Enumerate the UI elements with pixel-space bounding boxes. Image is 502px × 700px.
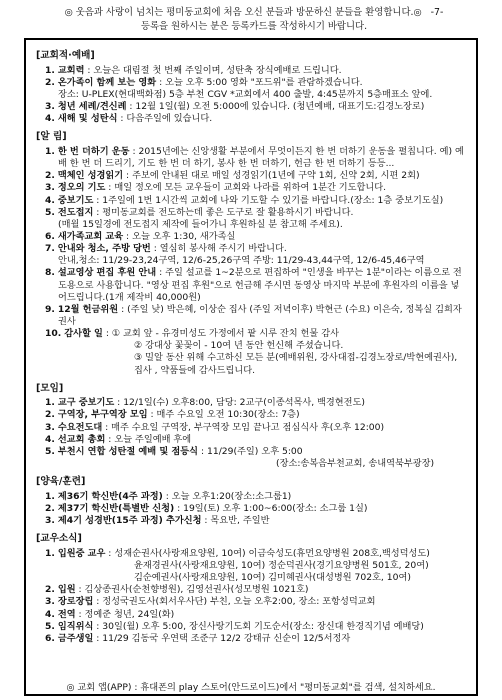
item-text: : 주보에 안내된 대로 매일 성경읽기(1년에 구약 1회, 신약 2회, 시편 2회)	[123, 170, 420, 182]
item-number: 10.	[45, 328, 62, 340]
item-number: 2.	[45, 502, 55, 514]
page-number: -7-	[430, 7, 444, 18]
item-number: 4.	[45, 194, 55, 206]
list-item	[36, 409, 466, 421]
list-item	[36, 491, 466, 503]
item-keyword: 안내와 청소, 주방 당번	[57, 243, 151, 255]
item-text: : 12/1일(수) 오후8:00, 담당: 2교구(이종석목사, 백경현전도)	[114, 397, 366, 409]
item-keyword: 청년 세례/견신례	[57, 101, 127, 113]
item-number: 3.	[45, 101, 55, 113]
item-text: : 주일 설교를 1~2분으로 편집하여 "인생을 바꾸는 1분"이라는 이름으로 전도용으로 사용합니다. "영상 편집 후원"으로 헌금해 주시면 동영상 마지막 부분에 후원자의 이름을 넣어드립니다.(1개 제작비 40,000원)	[58, 267, 462, 303]
item-keyword: 입원중 교우	[57, 547, 106, 559]
list-item	[36, 65, 466, 77]
section-title: [양육/훈련]	[36, 476, 86, 488]
list-item	[36, 146, 466, 170]
item-text: : 매주 수요일 구역장, 부구역장 모임 끝나고 점심식사 후(오후 12:00)	[102, 421, 385, 433]
item-number: 2.	[45, 76, 55, 88]
item-number: 4.	[45, 433, 55, 445]
list-item	[36, 77, 466, 89]
item-keyword: 선교회 총회	[57, 433, 106, 445]
list-item	[36, 207, 466, 219]
item-text: 김순예권사(사랑재요양원, 10여) 김미혜권사(대성병원 702호, 10여)	[134, 572, 411, 584]
section-notices	[36, 131, 466, 376]
item-number: 3.	[45, 596, 55, 608]
list-item	[36, 572, 466, 584]
item-number: 1.	[45, 490, 55, 502]
item-text: : 오늘은 대림절 첫 번째 주일이며, 성탄축 장식예배로 드립니다.	[84, 64, 342, 76]
item-number: 5.	[45, 206, 55, 218]
item-number: 2.	[45, 409, 55, 421]
list-item	[36, 89, 466, 101]
item-keyword: 수요전도대	[57, 421, 103, 433]
list-item	[36, 243, 466, 255]
item-text: : 성재순권사(사랑재요양원, 10여) 이금숙성도(휴먼요양병원 208호,백성덕성도)	[105, 547, 430, 559]
item-number: 2.	[45, 584, 55, 596]
item-keyword: 새가족교회 교육	[57, 231, 124, 242]
item-text: : 11/29 김동국 우연택 조준구 12/2 강태규 신순이 12/5서정자	[93, 632, 351, 644]
item-keyword: 정오의 기도	[57, 182, 106, 194]
item-number: 6.	[45, 632, 55, 644]
list-item	[36, 255, 466, 267]
header-welcome-line: ◎ 웃음과 사랑이 넘치는 평미동교회에 처음 오신 분들과 방문하신 분들을 환영합니다.◎	[64, 7, 422, 18]
item-number: 4.	[45, 608, 55, 620]
item-keyword: 교구 중보기도	[57, 397, 115, 409]
item-keyword: 전역	[57, 608, 76, 620]
item-text: : 김상종권사(순천향병원), 김영선권사(성모병원 1021호)	[75, 584, 309, 596]
list-item	[36, 113, 466, 125]
section-title: [모임]	[36, 382, 64, 394]
section-meetings	[36, 383, 466, 471]
list-item	[36, 560, 466, 572]
item-keyword: 설교영상 편집 후원 안내	[57, 267, 157, 279]
item-keyword: 임직위식	[57, 620, 94, 632]
item-keyword: 맥체인 성경읽기	[57, 170, 124, 182]
item-text: : (주일 낮) 박은혜, 이상순 집사 (주일 저녁이후) 박현근 (수요) 이은숙, 정복실 김희자 권사	[58, 303, 462, 327]
item-text: : 30일(월) 오후 5:00, 장신사랑기도회 기도순서(장소: 장신대 한경직기념 예배당)	[93, 620, 424, 632]
item-keyword: 한 번 더하기 운동	[57, 146, 130, 158]
list-item	[36, 548, 466, 560]
item-keyword: 제37기 학신반(특별반 신청)	[57, 502, 175, 514]
item-number: 6.	[45, 231, 55, 242]
section-title: [교회적∙예배]	[36, 50, 95, 61]
item-text: : 11/29(주일) 오후 5:00	[198, 445, 303, 457]
item-text: : 오늘 주일예배 후에	[105, 433, 192, 445]
item-keyword: 전도접지	[57, 206, 94, 218]
item-text: (장소:송복음부천교회, 송내역북부광장)	[276, 458, 435, 470]
list-item	[36, 621, 466, 633]
section-title: [알 림]	[36, 131, 67, 143]
list-item	[36, 609, 466, 621]
item-text: : 다음주일에 있습니다.	[117, 113, 213, 125]
list-item	[36, 515, 466, 527]
page-header	[24, 6, 484, 33]
list-item	[36, 446, 466, 458]
item-text: : 매주 수요일 오전 10:30(장소: 7층)	[147, 409, 300, 421]
item-number: 4.	[45, 113, 55, 125]
app-install-notice: ◎ 교회 앱(APP) : 휴대폰의 play 스토어(안드로이드)에서 "평미동교회"를 검색, 설치하세요.	[66, 682, 436, 693]
item-text: : ① 교회 앞 - 유경미성도 가정에서 팥 시루 잔치 헌물 감사	[102, 328, 339, 340]
list-item	[36, 170, 466, 182]
item-keyword: 감사할 일	[64, 328, 103, 340]
item-keyword: 제4기 성경반(15주 과정) 추가신청	[57, 515, 202, 527]
item-number: 7.	[45, 243, 55, 255]
section-member-news	[36, 533, 466, 645]
item-text: : 정예준 청년, 24일(화)	[75, 608, 175, 620]
item-text: : 열심히 봉사해 주시기 바랍니다.	[150, 243, 287, 255]
list-item	[36, 195, 466, 207]
section-training	[36, 476, 466, 527]
section-church-worship	[36, 50, 466, 125]
item-text: : 12월 1일(월) 오전 5:000에 있습니다. (청년예배, 대표기도:김경노장로)	[126, 101, 425, 113]
item-text: : 2015년에는 신앙생활 부분에서 무엇이든지 한 번 더하기 운동을 펼칩니다. 예) 예배 한 번 더 드리기, 기도 한 번 더 하기, 봉사 한 번 더하기, 헌금 한 번 더하기 등등...	[58, 146, 464, 170]
list-item	[36, 182, 466, 194]
list-item	[36, 434, 466, 446]
item-number: 9.	[45, 303, 55, 315]
list-item	[36, 503, 466, 515]
item-keyword: 장로장립	[57, 596, 94, 608]
item-keyword: 구역장, 부구역장 모임	[57, 409, 148, 421]
item-text: 윤재경권사(사랑재요양원, 10여) 정순덕권사(경기요양병원 501호, 20여)	[134, 560, 429, 572]
item-keyword: 금주생일	[57, 632, 94, 644]
item-number: 5.	[45, 445, 55, 457]
item-number: 1.	[45, 397, 55, 409]
header-registration-line: 등록을 원하시는 분은 등록카드를 작성하시기 바랍니다.	[140, 20, 368, 32]
list-item	[36, 267, 466, 303]
list-item	[36, 584, 466, 596]
item-text: : 19일(토) 오후 1:00~6:00(장소: 소그룹 1실)	[174, 502, 368, 514]
item-number: 1.	[45, 146, 55, 158]
list-item	[36, 101, 466, 113]
item-number: 8.	[45, 267, 55, 279]
item-number: 2.	[45, 170, 55, 182]
item-number: 5.	[45, 620, 55, 632]
item-keyword: 입원	[57, 584, 76, 596]
item-text: : 정성국권도사(회서우사단) 부친, 오늘 오후2:00, 장소: 포항성덕교회	[93, 596, 376, 608]
item-keyword: 중보기도	[57, 194, 94, 206]
list-item	[36, 340, 466, 352]
list-item	[36, 304, 466, 328]
list-item	[36, 397, 466, 409]
item-text: ② 강대상 꽃꽂이 - 10여 년 동안 헌신해 주셨습니다.	[134, 340, 344, 352]
list-item	[36, 352, 466, 376]
item-number: 3.	[45, 182, 55, 194]
item-text: ③ 밀알 동산 위해 수고하신 모든 분(예배위원, 강사대접-김경노장로/박현예권사), 집사 , 약품들에 감사드립니다.	[134, 352, 458, 376]
item-text: : 오늘 오후1:20(장소:소그룹1)	[162, 490, 292, 502]
item-text: : 평미동교회를 전도하는데 좋은 도구로 잘 활용하시기 바랍니다.	[93, 206, 354, 218]
item-keyword: 제36기 학신반(4주 과정)	[57, 490, 163, 502]
list-item	[36, 231, 466, 243]
item-number: 3.	[45, 515, 55, 527]
item-number: 3.	[45, 421, 55, 433]
item-keyword: 12월 헌금위원	[57, 303, 119, 315]
item-text: 안내,청소: 11/29-23,24구역, 12/6-25,26구역 주방: 11/29-43,44구역, 12/6-45,46구역	[58, 255, 425, 267]
item-number: 1.	[45, 64, 55, 76]
item-keyword: 부천시 연합 성탄절 예배 및 점등식	[57, 445, 199, 457]
list-item	[36, 596, 466, 608]
item-text: : 1주일에 1번 1시간씩 교회에 나와 기도할 수 있기를 바랍니다.(장소: 1층 중보기도실)	[93, 194, 444, 206]
item-text: 장소: U-PLEX(현대백화점) 5층 부천 CGV *교회에서 400 출발, 4:45분까지 5층매표소 앞에.	[58, 88, 433, 100]
item-text: : 목요반, 주일반	[201, 515, 270, 527]
list-item	[36, 633, 466, 645]
item-number: 1.	[45, 547, 55, 559]
bulletin-frame	[24, 38, 478, 696]
item-text: : 오늘 오후 1:30, 새가족실	[123, 231, 236, 242]
list-item	[36, 422, 466, 434]
item-keyword: 새해 및 성탄식	[57, 113, 118, 125]
section-title: [교우소식]	[36, 533, 82, 545]
item-text: : 오늘 오후 5:00 영화 "포드위"를 관람하겠습니다.	[156, 76, 363, 88]
list-item	[36, 328, 466, 340]
list-item	[36, 458, 466, 470]
item-keyword: 온가족이 함께 보는 영화	[57, 76, 157, 88]
item-text: (매월 15일경에 전도접지 제작에 들어가니 후원하실 분 참고해 주세요).	[58, 218, 343, 230]
item-text: : 매일 정오에 모든 교우들이 교회와 나라를 위하여 1분간 기도합니다.	[105, 182, 387, 194]
list-item	[36, 219, 466, 231]
item-keyword: 교회력	[57, 64, 85, 76]
